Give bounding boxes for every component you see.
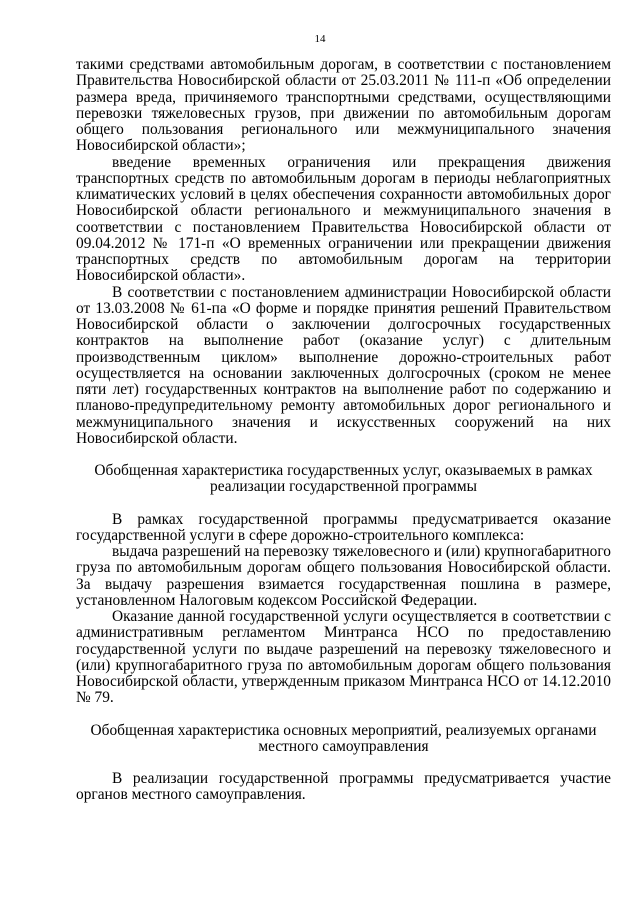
section-heading-local-government: Обобщенная характеристика основных мероприятий, реализуемых органами местного самоуправления bbox=[90, 721, 597, 755]
paragraph-state-service-intro: В рамках государственной программы предусматривается оказание государственной услуги в сфере дорожно-строительного комплекса: bbox=[76, 510, 611, 544]
paragraph-long-term-contracts: В соответствии с постановлением администрации Новосибирской области от 13.03.2008 № 61-па «О форме и порядке принятия решений Правительством Новосибирской области о заключении долгосрочных государственных контрактов на выполнение работ (оказание услуг) с длительным производственным циклом» выполнение дорожно-строительных работ осуществляется на основании заключенных долгосрочных (сроком не менее пяти лет) государственных контрактов на выполнение работ по содержанию и планово-предупредительному ремонту автомобильных дорог регионального и межмуниципального значения и искусственных сооружений на них Новосибирской области. bbox=[76, 283, 611, 447]
paragraph-permit-issuance: выдача разрешений на перевозку тяжеловесного и (или) крупногабаритного груза по автомобильным дорогам общего пользования Новосибирской области. За выдачу разрешения взимается государственная пошлина в размере, установленном Налоговым кодексом Российской Федерации. bbox=[76, 543, 611, 609]
paragraph-administrative-regulation: Оказание данной государственной услуги осуществляется в соответствии с административным регламентом Минтранса НСО по предоставлению государственной услуги по выдаче разрешений на перевозку тяжеловесного и (или) крупногабаритного груза по автомобильным дорогам общего пользования Новосибирской области, утвержденным приказом Минтранса НСО от 14.12.2010 № 79. bbox=[76, 608, 611, 707]
paragraph-vehicle-damage: такими средствами автомобильным дорогам, в соответствии с постановлением Правительства Новосибирской области от 25.03.2011 № 111-п «Об определении размера вреда, причиняемого транспортными средствами, осуществляющими перевозки тяжеловесных грузов, при движении по автомобильным дорогам общего пользования регионального или межмуниципального значения Новосибирской области»; bbox=[76, 56, 611, 155]
paragraph-traffic-restrictions: введение временных ограничения или прекращения движения транспортных средств по автомобильным дорогам в периоды неблагоприятных климатических условий в целях обеспечения сохранности автомобильных дорог Новосибирской области регионального и межмуниципального значения в соответствии с постановлением Правительства Новосибирской области от 09.04.2012 № 171-п «О временных ограничении или прекращении движения транспортных средств по автомобильным дорогам на территории Новосибирской области». bbox=[76, 153, 611, 285]
section-heading-state-services: Обобщенная характеристика государственных услуг, оказываемых в рамках реализации государственной программы bbox=[94, 462, 593, 496]
document-body bbox=[76, 57, 611, 804]
paragraph-local-government-participation: В реализации государственной программы предусматривается участие органов местного самоуправления. bbox=[76, 770, 611, 804]
page-number: 14 bbox=[314, 33, 326, 45]
